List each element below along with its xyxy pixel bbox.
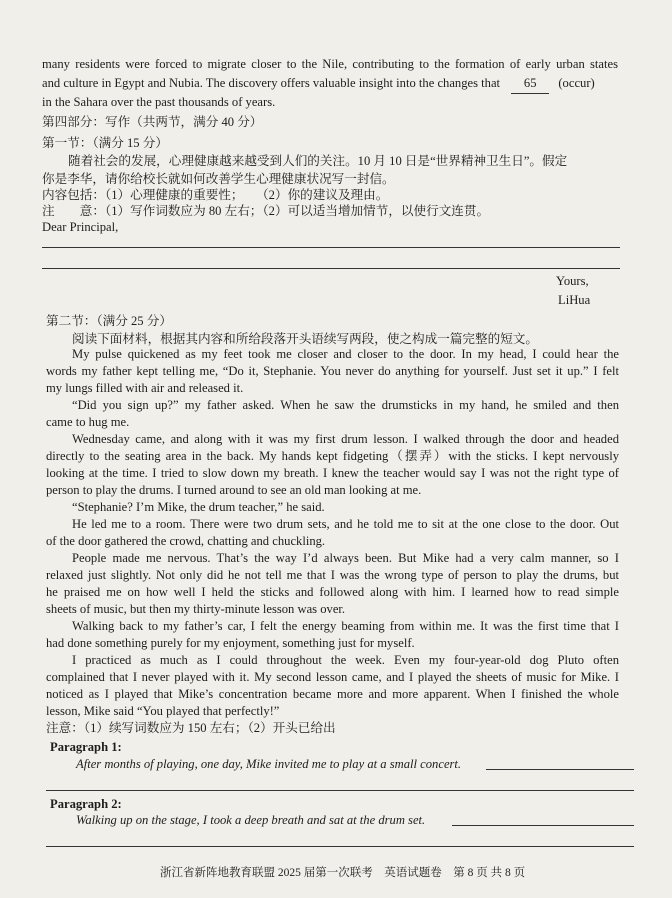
story-line: looking at the time. I tried to slow down my breath. I knew the teacher would say I was not the right type of: [46, 466, 619, 480]
section2-note: 注意：（1）续写词数应为 150 左右；（2）开头已给出: [46, 721, 336, 735]
story-line: Wednesday came, and along with it was my first drum lesson. I walked through the door and headed: [72, 432, 619, 446]
blank-hint: (occur): [558, 76, 595, 90]
story-line: had done something purely for my enjoyment, something just for myself.: [46, 636, 415, 650]
writing-line: [486, 769, 634, 770]
letter-salutation: Dear Principal,: [42, 220, 119, 234]
part4-heading: 第四部分：写作（共两节，满分 40 分）: [42, 115, 263, 129]
story-line: words my father kept telling me, “Do it, Stephanie. You never do anything for yourself. Just set it up.” I felt: [46, 364, 619, 378]
story-line: People made me nervous. That’s the way I’d always been. But Mike had a very calm manner, so I: [72, 551, 619, 565]
story-line: lesson, Mike said “You played that perfectly!”: [46, 704, 280, 718]
page-footer: 浙江省新阵地教育联盟 2025 届第一次联考 英语试题卷 第 8 页 共 8 页: [160, 867, 526, 879]
writing-line: [42, 247, 620, 248]
paragraph1-opening: After months of playing, one day, Mike invited me to play at a small concert.: [76, 757, 462, 771]
passage-line: many residents were forced to migrate closer to the Nile, contributing to the formation of early urban states: [42, 57, 618, 71]
answer-blank-65: 65: [511, 74, 549, 94]
passage-line-with-blank: [42, 74, 618, 94]
section2-heading: 第二节：（满分 25 分）: [46, 314, 172, 328]
writing-line: [452, 825, 634, 826]
paragraph2-opening: Walking up on the stage, I took a deep breath and sat at the drum set.: [76, 813, 426, 827]
passage-text: and culture in Egypt and Nubia. The discovery offers valuable insight into the changes that: [42, 76, 501, 90]
story-line: directly to the seating area in the back. My hands kept fidgeting（摆弄）with the sticks. I kept nervously: [46, 449, 619, 463]
section1-heading: 第一节：（满分 15 分）: [42, 136, 168, 150]
story-line: of the door gathered the crowd, chatting and chuckling.: [46, 534, 326, 548]
story-line: Walking back to my father’s car, I felt the energy beaming from within me. It was the first time that I: [72, 619, 619, 633]
paragraph1-label: Paragraph 1:: [50, 740, 122, 754]
section1-prompt-line: 随着社会的发展，心理健康越来越受到人们的关注。10 月 10 日是“世界精神卫生日”。假定: [68, 154, 568, 168]
passage-line: in the Sahara over the past thousands of years.: [42, 95, 276, 109]
story-line: he praised me on how well I held the sticks and followed along with him. I learned how to read simple: [46, 585, 619, 599]
story-line: I practiced as much as I could throughout the week. Even my four-year-old dog Pluto often: [72, 653, 619, 667]
story-line: came to hug me.: [46, 415, 130, 429]
letter-signature: LiHua: [558, 293, 591, 307]
story-line: complained that I never played with it. My second lesson came, and I played the sheets of music for Mike. I: [46, 670, 619, 684]
letter-closing: Yours,: [556, 274, 589, 288]
story-line: noticed as I played that Mike’s concentration became more and more apparent. When I finished the whole: [46, 687, 619, 701]
story-line: sheets of music, but then my thirty-minute lesson was over.: [46, 602, 346, 616]
story-line: relaxed just slightly. Not only did he not tell me that I was the wrong type of person to play the drums, but: [46, 568, 619, 582]
section1-content: 内容包括：（1）心理健康的重要性； （2）你的建议及理由。: [42, 188, 389, 202]
story-line: person to play the drums. I turned around to see an old man looking at me.: [46, 483, 422, 497]
story-line: “Did you sign up?” my father asked. When he saw the drumsticks in my hand, he smiled and then: [72, 398, 619, 412]
writing-line: [46, 846, 634, 847]
story-line: My pulse quickened as my feet took me closer and closer to the door. In my head, I could hear the: [72, 347, 619, 361]
writing-line: [42, 268, 620, 269]
section1-note: 注 意：（1）写作词数应为 80 左右；（2）可以适当增加情节，以使行文连贯。: [42, 204, 490, 218]
story-line: my lungs filled with air and released it.: [46, 381, 244, 395]
story-line: He led me to a room. There were two drum sets, and he told me to sit at the one close to the door. Out: [72, 517, 619, 531]
writing-line: [46, 790, 634, 791]
story-line: “Stephanie? I’m Mike, the drum teacher,” he said.: [72, 500, 325, 514]
paragraph2-label: Paragraph 2:: [50, 797, 122, 811]
section2-instruction: 阅读下面材料，根据其内容和所给段落开头语续写两段，使之构成一篇完整的短文。: [72, 332, 538, 346]
section1-prompt-line: 你是李华，请你给校长就如何改善学生心理健康状况写一封信。: [42, 172, 395, 186]
